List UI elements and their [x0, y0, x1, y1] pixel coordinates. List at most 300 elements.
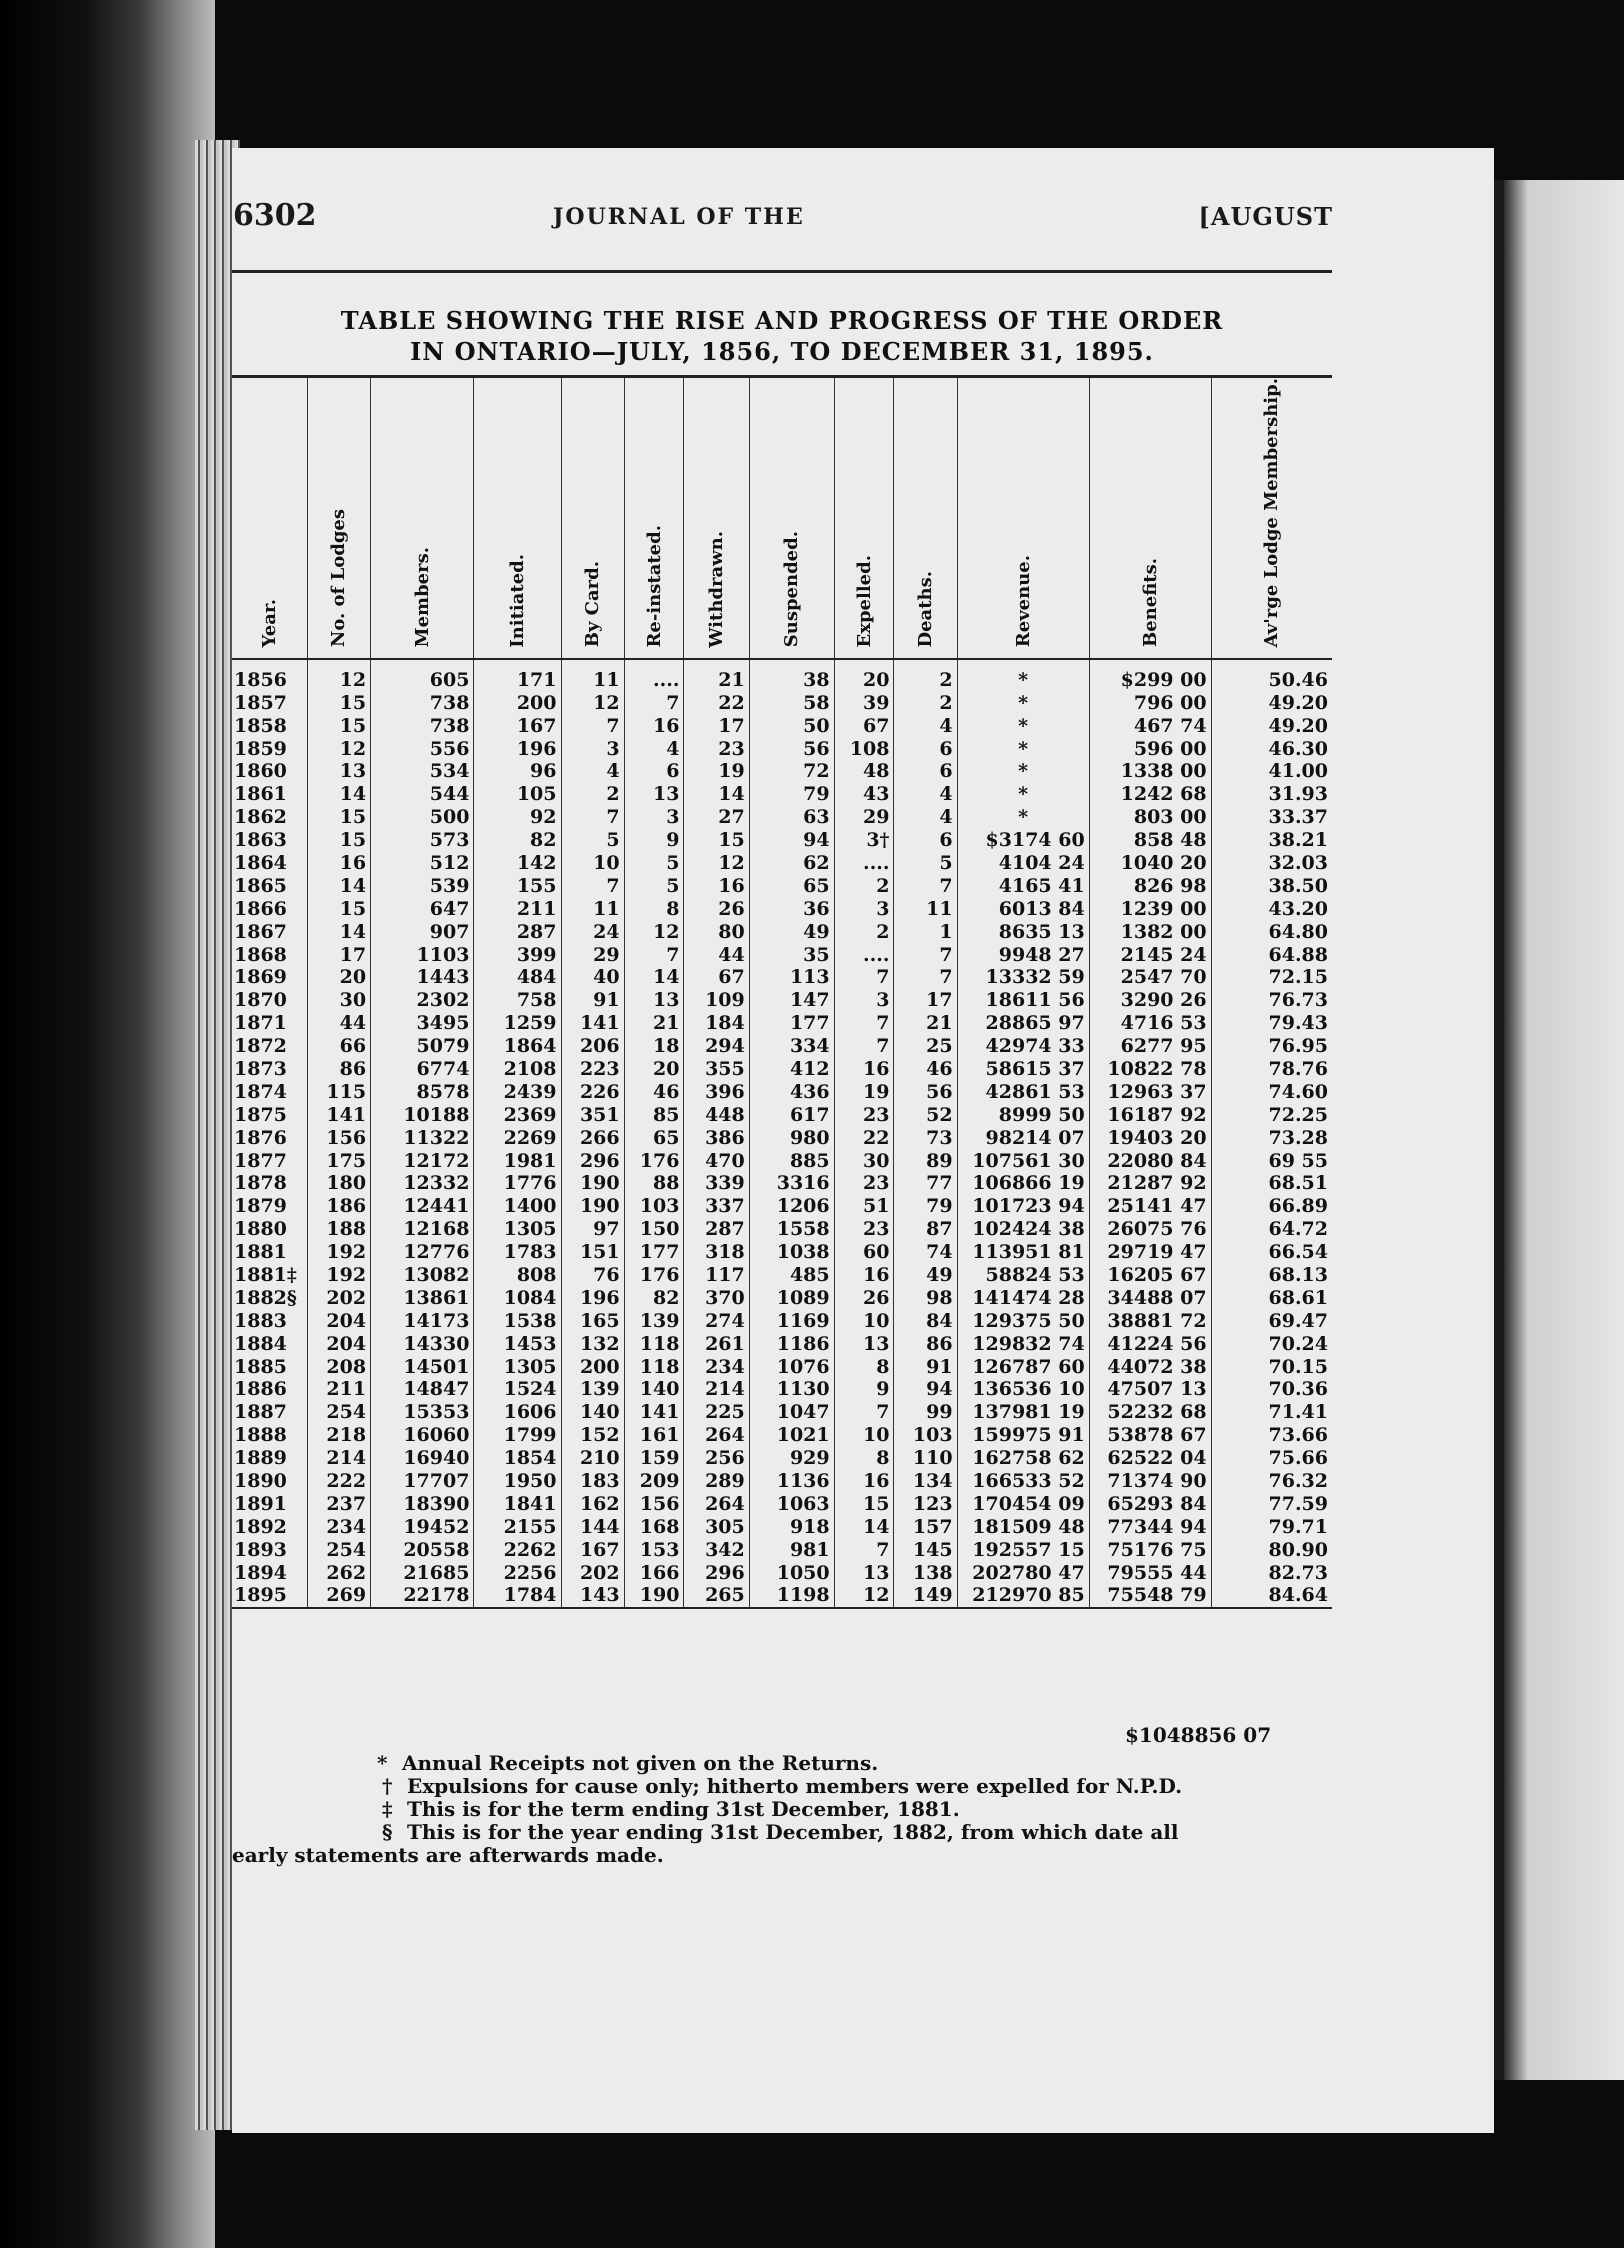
table-cell: 153	[624, 1538, 684, 1561]
table-cell: 885	[749, 1149, 834, 1172]
table-cell: 512	[371, 852, 474, 875]
table-cell: 118	[624, 1332, 684, 1355]
table-cell: 234	[307, 1515, 370, 1538]
table-cell: 184	[684, 1012, 749, 1035]
table-cell: 13332 59	[957, 966, 1089, 989]
table-row	[232, 1401, 1332, 1424]
table-header	[232, 377, 1332, 660]
table-cell: 22080 84	[1089, 1149, 1211, 1172]
table-cell: 19403 20	[1089, 1126, 1211, 1149]
table-cell: 1169	[749, 1309, 834, 1332]
table-cell: 18390	[371, 1492, 474, 1515]
table-cell: 12441	[371, 1195, 474, 1218]
table-cell: 211	[474, 897, 561, 920]
table-cell: 42861 53	[957, 1080, 1089, 1103]
table-body	[232, 659, 1332, 1608]
table-cell: 981	[749, 1538, 834, 1561]
table-cell: 103	[624, 1195, 684, 1218]
table-cell: 204	[307, 1332, 370, 1355]
table-cell: 65293 84	[1089, 1492, 1211, 1515]
table-cell: 1886	[232, 1378, 307, 1401]
table-cell: 132	[561, 1332, 624, 1355]
table-cell: 38.21	[1268, 829, 1328, 852]
table-cell: 1305	[474, 1218, 561, 1241]
table-cell: 647	[371, 897, 474, 920]
page-header	[233, 198, 1333, 238]
table-cell: *	[957, 714, 1089, 737]
table-cell: 49	[749, 920, 834, 943]
table-cell: 7	[894, 966, 957, 989]
table-cell: 4	[894, 783, 957, 806]
table-cell: 196	[561, 1286, 624, 1309]
table-cell: 2256	[474, 1561, 561, 1584]
table-cell: 44	[684, 943, 749, 966]
table-cell: 12	[684, 852, 749, 875]
table-cell: ....	[624, 659, 684, 691]
table-cell: 351	[561, 1103, 624, 1126]
table-cell: 17707	[371, 1470, 474, 1493]
table-cell: 13	[624, 989, 684, 1012]
table-cell: 1890	[232, 1470, 307, 1493]
table-cell: 1889	[232, 1447, 307, 1470]
table-cell: 73.66	[1268, 1424, 1328, 1447]
table-cell: 129375 50	[957, 1309, 1089, 1332]
table-cell: 177	[749, 1012, 834, 1035]
table-cell: 412	[749, 1058, 834, 1081]
table-cell: 14847	[371, 1378, 474, 1401]
table-cell: 1021	[749, 1424, 834, 1447]
table-cell: 7	[834, 966, 894, 989]
table-cell: 210	[561, 1447, 624, 1470]
table-cell: 14	[684, 783, 749, 806]
table-cell: 23	[834, 1103, 894, 1126]
table-cell: 254	[307, 1401, 370, 1424]
table-cell: 4104 24	[957, 852, 1089, 875]
table-cell: 20558	[371, 1538, 474, 1561]
table-cell: 166	[624, 1561, 684, 1584]
table-cell: 26	[684, 897, 749, 920]
table-cell: 177	[624, 1241, 684, 1264]
table-cell: 44	[307, 1012, 370, 1035]
column-header	[371, 377, 474, 660]
table-cell: 192	[307, 1241, 370, 1264]
table-cell: 1861	[232, 783, 307, 806]
table-cell: 118	[624, 1355, 684, 1378]
table-cell: 65	[749, 874, 834, 897]
table-cell: 123	[894, 1492, 957, 1515]
table-cell: 75176 75	[1089, 1538, 1211, 1561]
table-cell: 105	[474, 783, 561, 806]
table-cell: 264	[684, 1492, 749, 1515]
table-cell: 94	[894, 1378, 957, 1401]
table-cell: 192	[307, 1264, 370, 1287]
table-cell: 142	[474, 852, 561, 875]
table-cell: 1206	[749, 1195, 834, 1218]
table-cell: 56	[894, 1080, 957, 1103]
table-cell: 1453	[474, 1332, 561, 1355]
column-header-label: Withdrawn.	[706, 530, 728, 648]
table-cell: 21685	[371, 1561, 474, 1584]
table-cell: 18611 56	[957, 989, 1089, 1012]
table-cell: 176	[624, 1264, 684, 1287]
table-cell: 7	[561, 714, 624, 737]
table-cell: 180	[307, 1172, 370, 1195]
page-number: 6302	[233, 198, 317, 233]
table-cell: 80	[684, 920, 749, 943]
table-cell: 218	[307, 1424, 370, 1447]
table-cell: 141	[561, 1012, 624, 1035]
table-cell: 113	[749, 966, 834, 989]
table-cell: 1776	[474, 1172, 561, 1195]
table-row	[232, 1538, 1332, 1561]
running-month: [AUGUST	[1198, 202, 1333, 231]
table-cell: 115	[307, 1080, 370, 1103]
table-cell: 1891	[232, 1492, 307, 1515]
table-cell: 117	[684, 1264, 749, 1287]
table-cell: 1887	[232, 1401, 307, 1424]
table-cell: 318	[684, 1241, 749, 1264]
table-cell: 15	[307, 897, 370, 920]
table-row	[232, 1309, 1332, 1332]
table-cell: ....	[834, 943, 894, 966]
table-cell: 339	[684, 1172, 749, 1195]
table-cell: 70.15	[1268, 1355, 1328, 1378]
table-cell: 16	[307, 852, 370, 875]
table-cell: 62522 04	[1089, 1447, 1211, 1470]
table-cell: 79.43	[1268, 1012, 1328, 1035]
table-cell: 289	[684, 1470, 749, 1493]
table-cell: 1870	[232, 989, 307, 1012]
table-cell: 26	[834, 1286, 894, 1309]
table-cell: 6	[894, 737, 957, 760]
table-cell: 89	[894, 1149, 957, 1172]
table-cell: 1130	[749, 1378, 834, 1401]
table-row	[232, 1264, 1332, 1287]
table-cell: 103	[894, 1424, 957, 1447]
table-cell: 484	[474, 966, 561, 989]
table-cell: 31.93	[1268, 783, 1328, 806]
table-cell: 15	[307, 691, 370, 714]
table-cell: 8	[624, 897, 684, 920]
table-cell: 7	[894, 874, 957, 897]
table-cell: 5	[624, 852, 684, 875]
column-header-label: Suspended.	[781, 531, 803, 648]
table-cell: 14501	[371, 1355, 474, 1378]
table-cell: 134	[894, 1470, 957, 1493]
table-cell: 181509 48	[957, 1515, 1089, 1538]
table-cell: 826 98	[1089, 874, 1211, 897]
table-cell: 9	[624, 829, 684, 852]
column-header-label: Deaths.	[915, 570, 937, 648]
table-cell: 39	[834, 691, 894, 714]
table-cell: 66.89	[1268, 1195, 1328, 1218]
table-cell: 5	[561, 829, 624, 852]
table-cell: 1239 00	[1089, 897, 1211, 920]
table-cell: 41.00	[1268, 760, 1328, 783]
table-row	[232, 1584, 1332, 1608]
table-cell: 25141 47	[1089, 1195, 1211, 1218]
table-cell: 8578	[371, 1080, 474, 1103]
table-row	[232, 1149, 1332, 1172]
table-cell: 14330	[371, 1332, 474, 1355]
table-cell: 222	[307, 1470, 370, 1493]
table-cell: 1867	[232, 920, 307, 943]
table-cell: 7	[834, 1538, 894, 1561]
table-cell: 159975 91	[957, 1424, 1089, 1447]
column-header	[624, 377, 684, 660]
table-cell: 1854	[474, 1447, 561, 1470]
table-cell: 738	[371, 691, 474, 714]
table-cell: 2145 24	[1089, 943, 1211, 966]
table-cell: 287	[474, 920, 561, 943]
table-cell: 43.20	[1268, 897, 1328, 920]
table-cell: 113951 81	[957, 1241, 1089, 1264]
table-cell: 334	[749, 1035, 834, 1058]
table-cell: 72.15	[1268, 966, 1328, 989]
table-row	[232, 1035, 1332, 1058]
table-cell: 225	[684, 1401, 749, 1424]
table-cell: 40	[561, 966, 624, 989]
table-cell: 126787 60	[957, 1355, 1089, 1378]
column-header	[1089, 377, 1211, 660]
table-cell: 11	[561, 897, 624, 920]
table-cell: 63	[749, 806, 834, 829]
table-cell: 143	[561, 1584, 624, 1608]
table-cell: 226	[561, 1080, 624, 1103]
table-cell: 208	[307, 1355, 370, 1378]
table-cell: 21287 92	[1089, 1172, 1211, 1195]
header-rule	[232, 270, 1332, 273]
column-header	[834, 377, 894, 660]
column-header-label: Year.	[258, 598, 280, 648]
table-cell: 68.13	[1268, 1264, 1328, 1286]
table-cell: 28865 97	[957, 1012, 1089, 1035]
table-cell: 287	[684, 1218, 749, 1241]
running-title: JOURNAL OF THE	[553, 204, 805, 230]
table-row	[232, 1103, 1332, 1126]
table-cell: 16205 67	[1089, 1264, 1211, 1287]
footnote: † Expulsions for cause only; hitherto members were expelled for N.P.D.	[382, 1774, 1183, 1798]
table-cell: 137981 19	[957, 1401, 1089, 1424]
table-cell: 102424 38	[957, 1218, 1089, 1241]
table-cell: 190	[561, 1195, 624, 1218]
table-cell: 15	[307, 714, 370, 737]
table-cell: 58824 53	[957, 1264, 1089, 1287]
column-header	[957, 377, 1089, 660]
table-cell: 16	[834, 1058, 894, 1081]
table-cell: 4	[624, 737, 684, 760]
table-cell: 2108	[474, 1058, 561, 1081]
table-cell: 261	[684, 1332, 749, 1355]
table-cell: 1872	[232, 1035, 307, 1058]
table-cell: 2302	[371, 989, 474, 1012]
table-cell: 84.64	[1211, 1584, 1332, 1608]
table-cell: 7	[624, 943, 684, 966]
table-cell: 159	[624, 1447, 684, 1470]
table-cell: 136536 10	[957, 1378, 1089, 1401]
table-cell: 75.66	[1268, 1447, 1328, 1470]
table-cell: 12	[624, 920, 684, 943]
table-cell: 162	[561, 1492, 624, 1515]
table-cell: 60	[834, 1241, 894, 1264]
table-cell: 12	[307, 737, 370, 760]
table-cell: 1862	[232, 806, 307, 829]
table-cell: 6774	[371, 1058, 474, 1081]
table-cell: 980	[749, 1126, 834, 1149]
table-row	[232, 760, 1332, 783]
table-cell: 79.71	[1268, 1515, 1328, 1538]
table-cell: *	[957, 691, 1089, 714]
table-cell: 13	[624, 783, 684, 806]
table-cell: 1799	[474, 1424, 561, 1447]
table-cell: 202	[561, 1561, 624, 1584]
table-cell: 70.24	[1268, 1332, 1328, 1355]
table-cell: 13	[834, 1561, 894, 1584]
table-cell: 19	[834, 1080, 894, 1103]
table-cell: 88	[624, 1172, 684, 1195]
table-cell: *	[957, 737, 1089, 760]
table-cell: 76.32	[1268, 1470, 1328, 1493]
table-cell: 64.80	[1268, 920, 1328, 943]
table-cell: 4716 53	[1089, 1012, 1211, 1035]
table-cell: 596 00	[1089, 737, 1211, 760]
table-cell: 30	[307, 989, 370, 1012]
table-cell: 76.95	[1268, 1035, 1328, 1058]
table-cell: 13	[834, 1332, 894, 1355]
table-cell: 2269	[474, 1126, 561, 1149]
table-row	[232, 659, 1332, 691]
table-cell: 6	[894, 829, 957, 852]
table-cell: 4	[894, 806, 957, 829]
table-cell: 7	[561, 806, 624, 829]
table-cell: 7	[561, 874, 624, 897]
table-cell: 190	[561, 1172, 624, 1195]
table-cell: 3	[561, 737, 624, 760]
footnote-continuation: early statements are afterwards made.	[232, 1843, 664, 1867]
table-cell: 1400	[474, 1195, 561, 1218]
table-cell: 1885	[232, 1355, 307, 1378]
table-cell: 5	[624, 874, 684, 897]
table-cell: 23	[834, 1172, 894, 1195]
table-cell: 1443	[371, 966, 474, 989]
table-cell: 1871	[232, 1012, 307, 1035]
table-cell: 2155	[474, 1515, 561, 1538]
table-cell: 17	[894, 989, 957, 1012]
table-cell: 156	[307, 1126, 370, 1149]
table-cell: 1875	[232, 1103, 307, 1126]
table-cell: 266	[561, 1126, 624, 1149]
table-cell: 7	[834, 1401, 894, 1424]
table-cell: 1888	[232, 1424, 307, 1447]
table-cell: 19452	[371, 1515, 474, 1538]
table-cell: 436	[749, 1080, 834, 1103]
table-row	[232, 1561, 1332, 1584]
table-cell: 7	[624, 691, 684, 714]
table-cell: 73.28	[1268, 1126, 1328, 1149]
table-cell: 6	[894, 760, 957, 783]
table-cell: 19	[684, 760, 749, 783]
table-cell: 1868	[232, 943, 307, 966]
table-cell: 534	[371, 760, 474, 783]
table-cell: 5	[894, 852, 957, 875]
table-cell: 14	[307, 874, 370, 897]
table-cell: 1382 00	[1089, 920, 1211, 943]
table-cell: 214	[307, 1447, 370, 1470]
table-cell: ....	[834, 852, 894, 875]
table-cell: 76.73	[1268, 989, 1328, 1012]
table-cell: 265	[684, 1584, 749, 1608]
table-cell: 38.50	[1268, 874, 1328, 897]
table-cell: 66	[307, 1035, 370, 1058]
column-header-label: Benefits.	[1139, 558, 1161, 648]
table-cell: 91	[894, 1355, 957, 1378]
table-cell: 17	[307, 943, 370, 966]
table-cell: 2	[834, 920, 894, 943]
table-cell: 75548 79	[1089, 1584, 1211, 1608]
table-cell: 152	[561, 1424, 624, 1447]
table-cell: 605	[371, 659, 474, 691]
table-cell: 1186	[749, 1332, 834, 1355]
table-cell: 12172	[371, 1149, 474, 1172]
table-row	[232, 806, 1332, 829]
table-cell: 42974 33	[957, 1035, 1089, 1058]
table-cell: 73	[894, 1126, 957, 1149]
column-header	[474, 377, 561, 660]
table-cell: 20	[834, 659, 894, 691]
table-cell: 14	[307, 783, 370, 806]
table-cell: 176	[624, 1149, 684, 1172]
table-row	[232, 1172, 1332, 1195]
table-cell: 13861	[371, 1286, 474, 1309]
table-cell: 22	[684, 691, 749, 714]
table-cell: 74.60	[1268, 1080, 1328, 1103]
table-cell: 1881	[232, 1241, 307, 1264]
table-cell: 9948 27	[957, 943, 1089, 966]
table-cell: 168	[624, 1515, 684, 1538]
table-cell: 200	[561, 1355, 624, 1378]
table-cell: 156	[624, 1492, 684, 1515]
table-row	[232, 1286, 1332, 1309]
table-cell: 1538	[474, 1309, 561, 1332]
table-cell: 1136	[749, 1470, 834, 1493]
table-cell: 1338 00	[1089, 760, 1211, 783]
table-cell: 144	[561, 1515, 624, 1538]
table-cell: 10188	[371, 1103, 474, 1126]
footnotes	[232, 1752, 1337, 1867]
table-cell: 1305	[474, 1355, 561, 1378]
table-cell: 157	[894, 1515, 957, 1538]
table-cell: 48	[834, 760, 894, 783]
table-cell: 1856	[232, 659, 307, 691]
table-cell: 1784	[474, 1584, 561, 1608]
table-cell: 50	[749, 714, 834, 737]
table-cell: 342	[684, 1538, 749, 1561]
table-cell: *	[957, 659, 1089, 691]
caption-line-1: TABLE SHOWING THE RISE AND PROGRESS OF THE ORDER	[340, 306, 1224, 335]
table-cell: 16060	[371, 1424, 474, 1447]
table-row	[232, 714, 1332, 737]
table-cell: 12168	[371, 1218, 474, 1241]
table-cell: 1878	[232, 1172, 307, 1195]
table-cell: 355	[684, 1058, 749, 1081]
table-cell: 1893	[232, 1538, 307, 1561]
table-cell: 77	[894, 1172, 957, 1195]
table-cell: 22	[834, 1126, 894, 1149]
table-cell: 6	[624, 760, 684, 783]
table-row	[232, 1355, 1332, 1378]
table-cell: 209	[624, 1470, 684, 1493]
table-cell: 212970 85	[957, 1584, 1089, 1608]
